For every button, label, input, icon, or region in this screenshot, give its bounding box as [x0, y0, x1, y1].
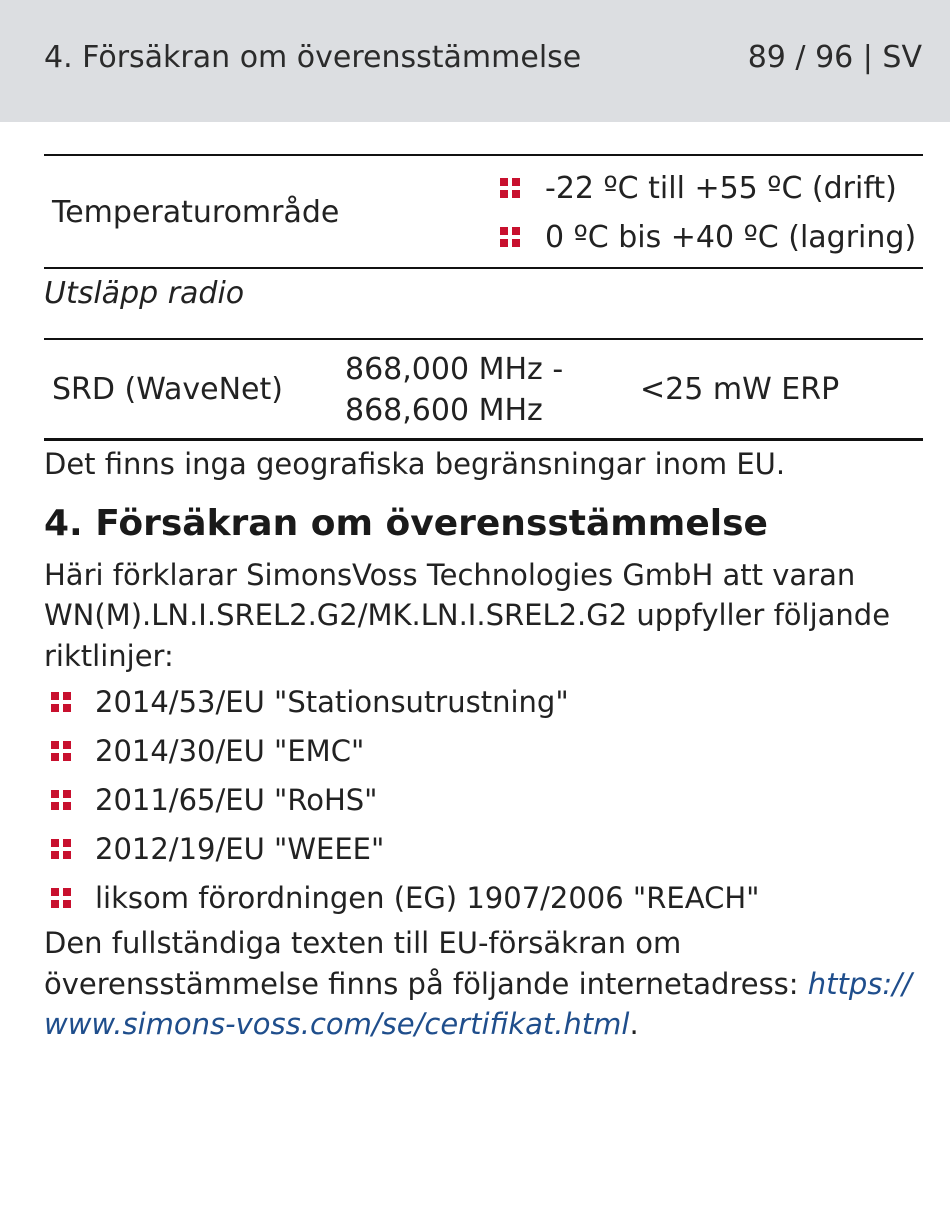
table-bottom-rule	[44, 438, 923, 441]
red-square-bullet-icon	[51, 888, 71, 908]
red-square-bullet-icon	[51, 839, 71, 859]
certificate-link[interactable]: www.simons-voss.com/se/certifikat.html	[44, 1007, 630, 1041]
directive-item: 2014/53/EU "Stationsutrustning"	[95, 685, 569, 719]
red-square-bullet-icon	[51, 790, 71, 810]
page-header	[0, 0, 950, 122]
intro-line-3: riktlinjer:	[44, 639, 174, 673]
table-top-rule	[44, 154, 923, 156]
intro-line-1: Häri förklarar SimonsVoss Technologies GmbH att varan	[44, 558, 856, 592]
outro-line-1: Den fullständiga texten till EU-försäkran om	[44, 926, 682, 960]
geographic-note: Det finns inga geografiska begränsningar inom EU.	[44, 447, 786, 481]
outro-period: .	[629, 1007, 639, 1041]
outro-text: överensstämmelse finns på följande internetadress:	[44, 967, 808, 1001]
directive-item: liksom förordningen (EG) 1907/2006 "REACH"	[95, 881, 760, 915]
temp-storage: 0 ºC bis +40 ºC (lagring)	[545, 220, 917, 255]
outro-line-3	[44, 1004, 924, 1045]
red-square-bullet-icon	[500, 178, 520, 198]
row-rule	[44, 338, 923, 340]
srd-frequency-end: 868,600 MHz	[345, 393, 543, 428]
directive-item: 2012/19/EU "WEEE"	[95, 832, 385, 866]
red-square-bullet-icon	[51, 692, 71, 712]
intro-line-2: WN(M).LN.I.SREL2.G2/MK.LN.I.SREL2.G2 uppfyller följande	[44, 598, 891, 632]
page-number: 89 / 96 | SV	[747, 40, 922, 75]
red-square-bullet-icon	[51, 741, 71, 761]
certificate-link-start[interactable]: https://	[807, 967, 912, 1001]
row-rule	[44, 267, 923, 269]
srd-label: SRD (WaveNet)	[52, 372, 283, 407]
temp-label: Temperaturområde	[52, 195, 340, 230]
srd-frequency-start: 868,000 MHz -	[345, 352, 564, 387]
header-title: 4. Försäkran om överensstämmelse	[44, 40, 582, 75]
srd-power: <25 mW ERP	[640, 372, 840, 407]
radio-section-label: Utsläpp radio	[44, 276, 245, 311]
outro-line-2	[44, 964, 924, 1005]
temp-operating: -22 ºC till +55 ºC (drift)	[545, 171, 897, 206]
red-square-bullet-icon	[500, 227, 520, 247]
directive-item: 2011/65/EU "RoHS"	[95, 783, 378, 817]
directive-item: 2014/30/EU "EMC"	[95, 734, 365, 768]
section-heading: 4. Försäkran om överensstämmelse	[44, 503, 768, 544]
